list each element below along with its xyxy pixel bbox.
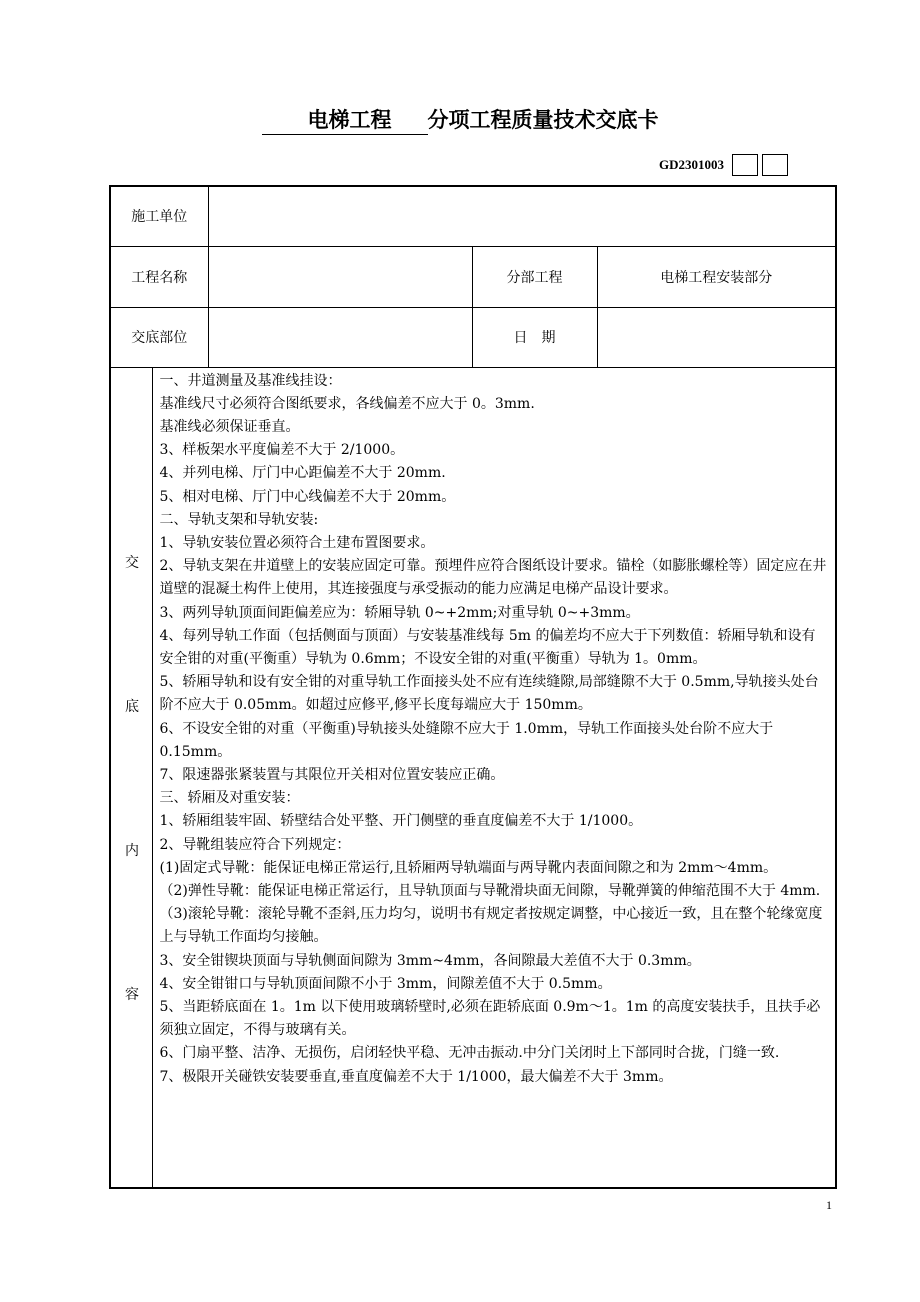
content-line: 3、样板架水平度偏差不大于 2/1000。: [159, 442, 405, 459]
handover-content: [152, 367, 836, 1188]
content-line: 3、两列导轨顶面间距偏差应为：轿厢导轨 0~+2mm;对重导轨 0~+3mm。: [159, 604, 640, 621]
content-line: 一、井道测量及基准线挂设：: [159, 372, 342, 389]
code-box-2[interactable]: [762, 154, 788, 176]
construction-unit-label: 施工单位: [110, 186, 208, 246]
side-char-4: 容: [125, 986, 139, 1003]
title-underlined-part: [262, 106, 428, 135]
side-char-1: 交: [125, 554, 139, 571]
title-card-name: 分项工程质量技术交底卡: [427, 108, 659, 132]
content-line: 6、门扇平整、洁净、无损伤，启闭轻快平稳、无冲击振动.中分门关闭时上下部同时合拢，门缝一致.: [159, 1045, 780, 1062]
content-line: 基准线尺寸必须符合图纸要求，各线偏差不应大于 0。3mm.: [159, 395, 535, 412]
content-line: 7、极限开关碰铁安装要垂直,垂直度偏差不大于 1/1000，最大偏差不大于 3mm。: [159, 1068, 673, 1085]
content-line: 5、当距轿底面在 1。1m 以下使用玻璃轿壁时,必须在距轿底面 0.9m～1。1m 的高度安装扶手，且扶手必须独立固定，不得与玻璃有关。: [159, 998, 821, 1039]
date-label: 日 期: [472, 307, 597, 367]
handover-part-label: 交底部位: [110, 307, 208, 367]
handover-part-field[interactable]: [208, 307, 472, 367]
code-box-1[interactable]: [732, 154, 758, 176]
content-line: 1、轿厢组装牢固、轿壁结合处平整、开门侧壁的垂直度偏差不大于 1/1000。: [159, 813, 643, 830]
content-line: 2、导轨支架在井道壁上的安装应固定可靠。预埋件应符合图纸设计要求。锚栓（如膨胀螺栓等）固定应在井道壁的混凝土构件上使用，其连接强度与承受振动的能力应满足电梯产品设计要求。: [159, 558, 827, 598]
page-number: 1: [826, 1198, 832, 1212]
row-project-name: [110, 246, 836, 307]
construction-unit-field[interactable]: [208, 186, 836, 246]
content-line: 二、导轨支架和导轨安装:: [159, 511, 319, 528]
side-char-3: 内: [125, 842, 139, 859]
date-field[interactable]: [597, 307, 836, 367]
content-line: （3)滚轮导靴：滚轮导靴不歪斜,压力均匀，说明书有规定者按规定调整，中心接近一致，且在整个轮缘宽度上与导轨工作面均匀接触。: [159, 906, 823, 946]
content-side-label: [110, 367, 152, 1188]
subproject-field[interactable]: 电梯工程安装部分: [597, 246, 836, 307]
row-handover-content: [110, 367, 836, 1188]
project-name-label: 工程名称: [110, 246, 208, 307]
row-construction-unit: [110, 186, 836, 246]
content-line: 4、每列导轨工作面（包括侧面与顶面）与安装基准线每 5m 的偏差均不应大于下列数值：轿厢导轨和设有安全钳的对重(平衡重）导轨为 0.6mm；不设安全钳的对重(平衡重）导轨为 1。0mm。: [159, 627, 816, 667]
subproject-label: 分部工程: [472, 246, 597, 307]
content-line: 6、不设安全钳的对重（平衡重)导轨接头处缝隙不应大于 1.0mm，导轨工作面接头处台阶不应大于 0.15mm。: [159, 720, 774, 760]
content-line: （2)弹性导靴：能保证电梯正常运行，且导轨顶面与导靴滑块面无间隙，导靴弹簧的伸缩范围不大于 4mm.: [159, 882, 821, 899]
content-line: 3、安全钳锲块顶面与导轨侧面间隙为 3mm~4mm，各间隙最大差值不大于 0.3mm。: [159, 952, 701, 969]
handover-card-table: [109, 185, 837, 1189]
content-line: 三、轿厢及对重安装：: [159, 790, 300, 807]
content-line: 基准线必须保证垂直。: [159, 418, 300, 435]
content-line: 1、导轨安装位置必须符合土建布置图要求。: [159, 534, 435, 551]
row-handover-part: [110, 307, 836, 367]
document-code-row: [659, 153, 792, 177]
content-line: 7、限速器张紧装置与其限位开关相对位置安装应正确。: [159, 766, 505, 783]
document-code: GD2301003: [659, 157, 724, 172]
side-char-2: 底: [125, 698, 139, 715]
title-project-type: 电梯工程: [307, 108, 392, 132]
project-name-field[interactable]: [208, 246, 472, 307]
content-line: 4、安全钳钳口与导轨顶面间隙不小于 3mm，间隙差值不大于 0.5mm。: [159, 975, 612, 992]
document-title: [0, 104, 920, 135]
content-line: 5、相对电梯、厅门中心线偏差不大于 20mm。: [159, 488, 456, 505]
content-line: (1)固定式导靴：能保证电梯正常运行,且轿厢两导轨端面与两导靴内表面间隙之和为 2mm～4mm。: [159, 859, 778, 876]
content-line: 4、并列电梯、厅门中心距偏差不大于 20mm.: [159, 465, 446, 482]
content-line: 5、轿厢导轨和设有安全钳的对重导轨工作面接头处不应有连续缝隙,局部缝隙不大于 0.5mm,导轨接头处台阶不应大于 0.05mm。如超过应修平,修平长度每端应大于 150mm。: [159, 674, 819, 714]
content-line: 2、导靴组装应符合下列规定：: [159, 836, 351, 853]
